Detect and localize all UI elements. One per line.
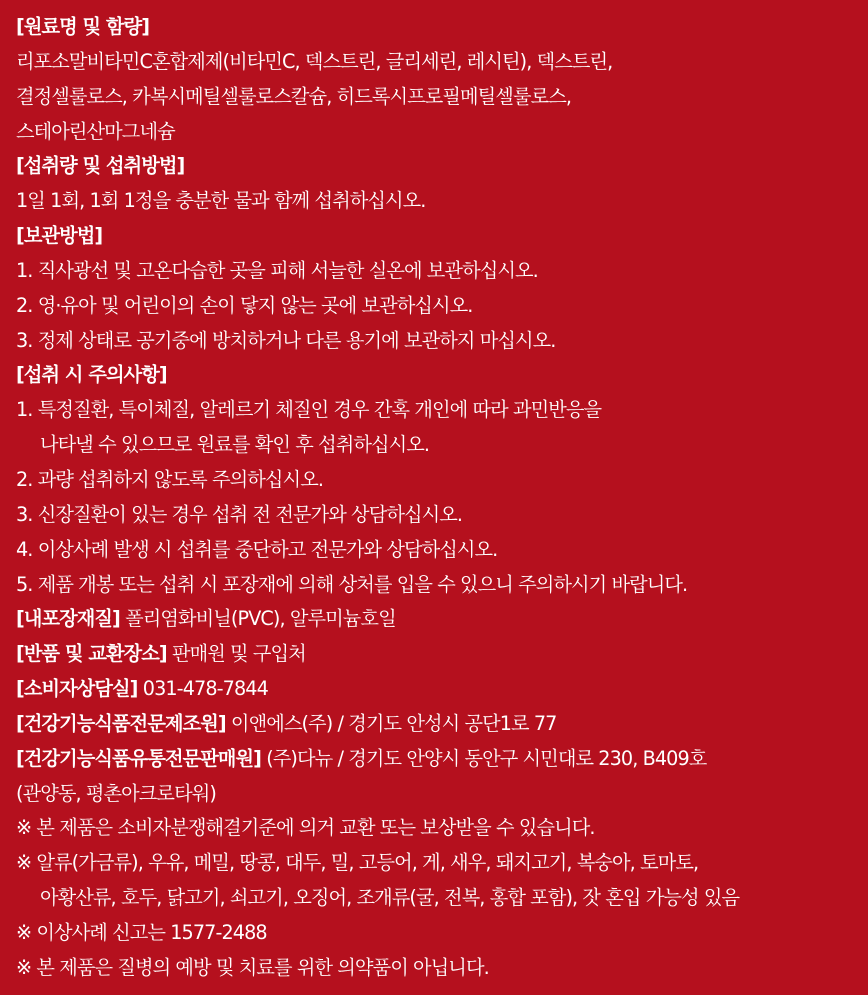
storage-line: 2. 영·유아 및 어린이의 손이 닿지 않는 곳에 보관하십시오. xyxy=(16,293,473,317)
distributor-row xyxy=(16,742,858,777)
manufacturer-value: 이앤에스(주) / 경기도 안성시 공단1로 77 xyxy=(225,711,557,735)
packaging-value: 폴리염화비닐(PVC), 알루미늄호일 xyxy=(119,607,396,631)
manufacturer-label: [건강기능식품전문제조원] xyxy=(16,711,226,735)
manufacturer-row xyxy=(16,707,858,742)
storage-line: 1. 직사광선 및 고온다습한 곳을 피해 서늘한 실온에 보관하십시오. xyxy=(16,258,538,282)
intake-line: 1일 1회, 1회 1정을 충분한 물과 함께 섭취하십시오. xyxy=(16,189,426,213)
returns-row xyxy=(16,637,858,672)
note-line: ※ 알류(가금류), 우유, 메밀, 땅콩, 대두, 밀, 고등어, 게, 새우, 돼지고기, 복숭아, 토마토, xyxy=(16,851,699,875)
distributor-value: (주)다뉴 / 경기도 안양시 동안구 시민대로 230, B409호 xyxy=(261,746,707,770)
ingredients-line: 스테아린산마그네슘 xyxy=(16,119,175,143)
returns-value: 판매원 및 구입처 xyxy=(166,642,306,666)
caution-line: 5. 제품 개봉 또는 섭취 시 포장재에 의해 상처를 입을 수 있으니 주의하시기 바랍니다. xyxy=(16,572,688,596)
consumer-label: [소비자상담실] xyxy=(16,677,138,701)
storage-heading: [보관방법] xyxy=(16,224,103,248)
note-line: ※ 본 제품은 질병의 예방 및 치료를 위한 의약품이 아닙니다. xyxy=(16,955,489,979)
note-line: 아황산류, 호두, 닭고기, 쇠고기, 오징어, 조개류(굴, 전복, 홍합 포함), 잣 혼입 가능성 있음 xyxy=(40,886,740,910)
ingredients-line: 리포소말비타민C혼합제제(비타민C, 덱스트린, 글리세린, 레시틴), 덱스트린, xyxy=(16,49,613,73)
distributor-label: [건강기능식품유통전문판매원] xyxy=(16,746,261,770)
storage-line: 3. 정제 상태로 공기중에 방치하거나 다른 용기에 보관하지 마십시오. xyxy=(16,328,556,352)
caution-line: 나타낼 수 있으므로 원료를 확인 후 섭취하십시오. xyxy=(40,433,430,457)
caution-line: 2. 과량 섭취하지 않도록 주의하십시오. xyxy=(16,467,324,491)
note-line: ※ 본 제품은 소비자분쟁해결기준에 의거 교환 또는 보상받을 수 있습니다. xyxy=(16,816,595,840)
caution-line: 4. 이상사례 발생 시 섭취를 중단하고 전문가와 상담하십시오. xyxy=(16,537,498,561)
consumer-row xyxy=(16,672,858,707)
caution-line: 3. 신장질환이 있는 경우 섭취 전 전문가와 상담하십시오. xyxy=(16,502,463,526)
caution-line: 1. 특정질환, 특이체질, 알레르기 체질인 경우 간혹 개인에 따라 과민반응을 xyxy=(16,398,602,422)
packaging-row xyxy=(16,602,858,637)
packaging-label: [내포장재질] xyxy=(16,607,120,631)
ingredients-heading: [원료명 및 함량] xyxy=(16,15,150,38)
returns-label: [반품 및 교환장소] xyxy=(16,642,167,666)
consumer-phone: 031-478-7844 xyxy=(137,677,268,701)
cautions-heading: [섭취 시 주의사항] xyxy=(16,363,167,387)
ingredients-line: 결정셀룰로스, 카복시메틸셀룰로스칼슘, 히드록시프로필메틸셀룰로스, xyxy=(16,84,572,108)
distributor-address-line: (관양동, 평촌아크로타워) xyxy=(16,781,216,805)
intake-heading: [섭취량 및 섭취방법] xyxy=(16,154,185,178)
note-line: ※ 이상사례 신고는 1577-2488 xyxy=(16,920,267,944)
